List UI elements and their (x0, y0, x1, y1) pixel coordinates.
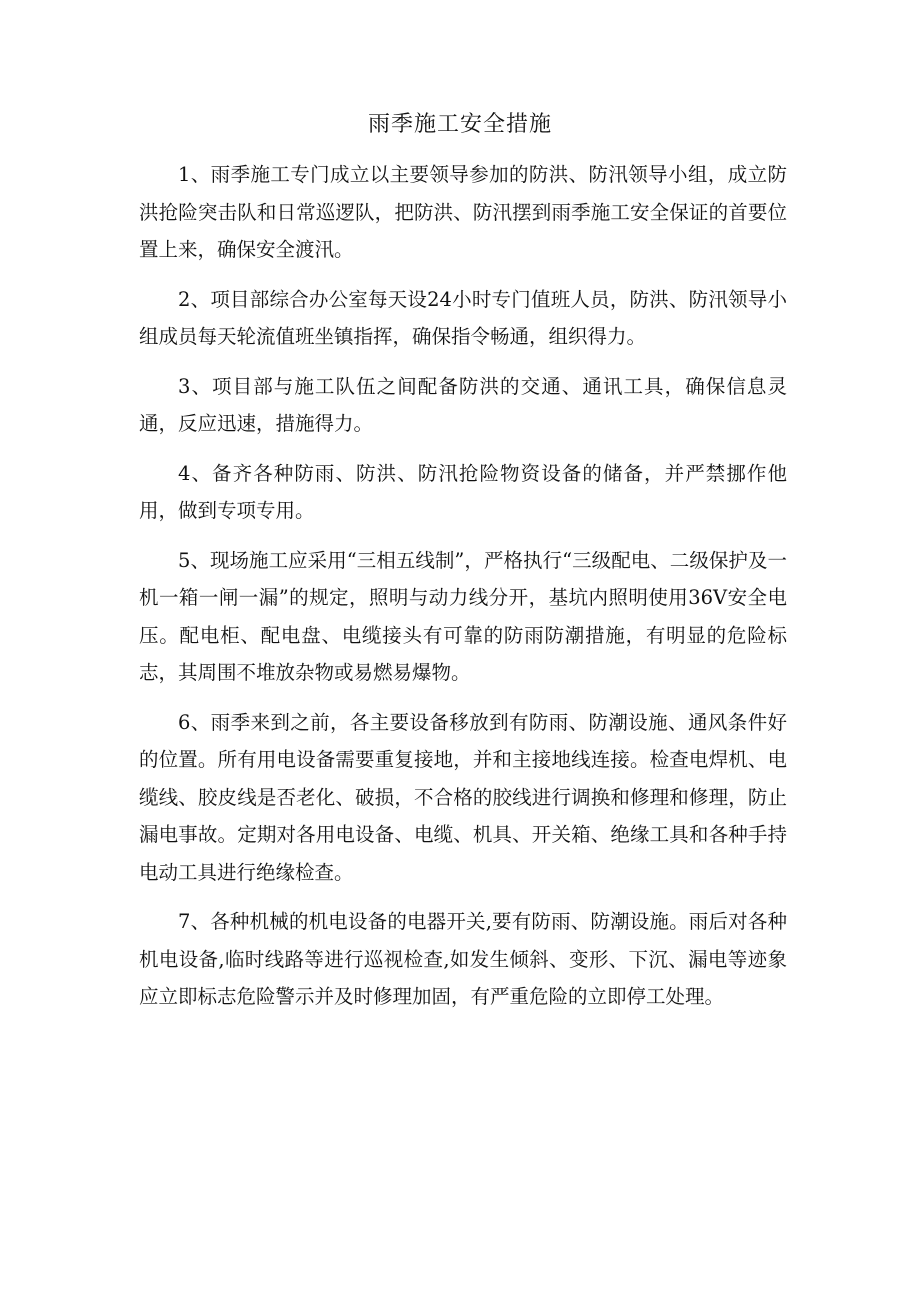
paragraph-3: 3、项目部与施工队伍之间配备防洪的交通、通讯工具，确保信息灵通，反应迅速，措施得力。 (139, 374, 787, 435)
document-title: 雨季施工安全措施 (367, 112, 552, 137)
document-body (139, 156, 787, 1028)
paragraph-7: 7、各种机械的机电设备的电器开关,要有防雨、防潮设施。雨后对各种机电设备,临时线路等进行巡视检查,如发生倾斜、变形、下沉、漏电等迹象应立即标志危险警示并及时修理加固，有严重危险的立即停工处理。 (139, 910, 787, 1008)
paragraph-1: 1、雨季施工专门成立以主要领导参加的防洪、防汛领导小组，成立防洪抢险突击队和日常巡逻队，把防洪、防汛摆到雨季施工安全保证的首要位置上来，确保安全渡汛。 (139, 163, 787, 261)
paragraph-4: 4、备齐各种防雨、防洪、防汛抢险物资设备的储备，并严禁挪作他用，做到专项专用。 (139, 461, 787, 522)
paragraph-2: 2、项目部综合办公室每天设24小时专门值班人员，防洪、防汛领导小组成员每天轮流值班坐镇指挥，确保指令畅通，组织得力。 (139, 287, 787, 348)
paragraph-6: 6、雨季来到之前，各主要设备移放到有防雨、防潮设施、通风条件好的位置。所有用电设备需要重复接地，并和主接地线连接。检查电焊机、电缆线、胶皮线是否老化、破损，不合格的胶线进行调换和修理和修理，防止漏电事故。定期对各用电设备、电缆、机具、开关箱、绝缘工具和各种手持电动工具进行绝缘检查。 (139, 710, 787, 884)
paragraph-5: 5、现场施工应采用“三相五线制”，严格执行“三级配电、二级保护及一机一箱一闸一漏”的规定，照明与动力线分开，基坑内照明使用36V安全电压。配电柜、配电盘、电缆接头有可靠的防雨防潮措施，有明显的危险标志，其周围不堆放杂物或易燃易爆物。 (139, 548, 787, 684)
